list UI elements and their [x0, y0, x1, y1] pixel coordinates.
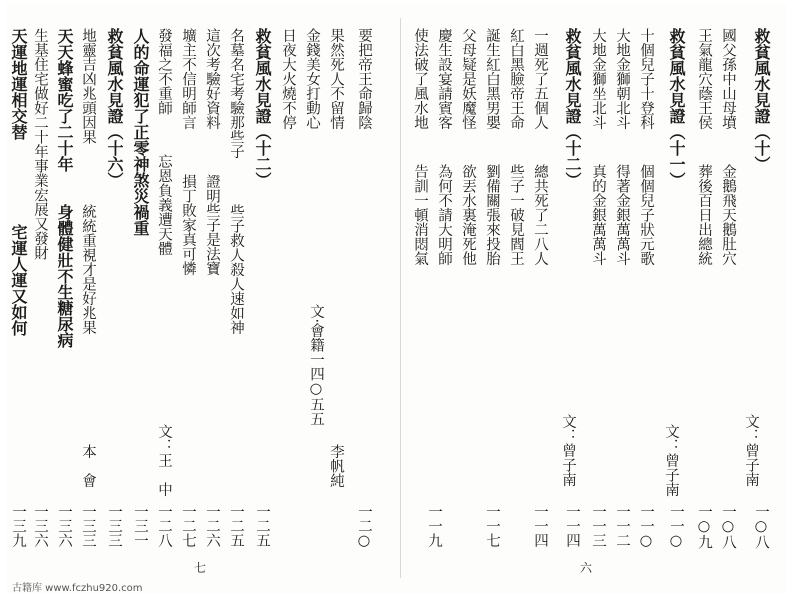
toc-entry-b: 宅運人運又如何: [9, 224, 28, 336]
toc-entry-b: 損丁敗家真可憐: [180, 174, 196, 276]
toc-page: 一○八: [753, 504, 769, 549]
toc-entry[interactable]: 大地金獅坐北斗: [590, 28, 606, 130]
toc-entry[interactable]: 名墓名宅考驗那些子: [228, 28, 244, 159]
toc-page: 一一九: [426, 504, 442, 548]
toc-page: 一一○: [638, 504, 654, 549]
toc-heading[interactable]: 天天蜂蜜吃了二十年: [55, 28, 74, 172]
page-number: 七: [194, 561, 207, 575]
toc-entry-b: 得著金銀萬萬斗: [614, 164, 630, 266]
toc-entry[interactable]: 國父孫中山母墳: [720, 28, 736, 130]
toc-page: 一一三: [590, 504, 606, 548]
toc-page: 一二五: [228, 504, 244, 548]
toc-page: 一一○: [668, 504, 684, 549]
toc-author-name: 李帆純: [328, 444, 344, 488]
toc-entry-b: 個個兒子狀元歌: [638, 164, 654, 266]
toc-page: 一二五: [254, 504, 270, 548]
toc-entry-b: 劉備關張來投胎: [484, 164, 500, 266]
toc-entry[interactable]: 使法破了風水地: [412, 28, 428, 130]
toc-entry-b: 統統重視才是好兆果: [80, 204, 96, 335]
toc-entry[interactable]: 十個兒子十登科: [638, 28, 654, 130]
toc-author: 文：曾子南: [560, 414, 576, 487]
toc-page: 一○九: [696, 504, 712, 549]
toc-entry[interactable]: 地靈吉凶兆頭因果: [80, 28, 96, 144]
toc-entry[interactable]: 壙主不信明師言: [180, 28, 196, 130]
toc-entry-b: 為何不請大明師: [436, 164, 452, 266]
toc-page: 一三六: [56, 504, 72, 548]
toc-heading[interactable]: 救貧風水見證（十二）: [253, 28, 272, 188]
toc-page: 一二六: [204, 504, 220, 548]
toc-author: 文：曾子南: [663, 424, 679, 497]
toc-title: 救貧風水見證（十）: [752, 28, 771, 172]
toc-entry[interactable]: 王氣龍穴蔭王侯: [696, 28, 712, 130]
toc-page: 一二七: [180, 504, 196, 548]
toc-author: 文：王 中: [156, 424, 172, 497]
toc-entry-b: 真的金銀萬萬斗: [590, 164, 606, 266]
toc-entry[interactable]: 這次考驗好資料: [204, 28, 220, 130]
toc-heading[interactable]: 人的命運犯了正零神煞災禍重: [131, 28, 150, 236]
toc-page: 一三三: [80, 504, 96, 548]
toc-entry-b: 欲丟水裏淹死他: [460, 164, 476, 266]
toc-entry[interactable]: 紅白黑臉帝王命: [508, 28, 524, 130]
book-spine: [400, 18, 401, 578]
toc-entry-b: 葬後百日出總統: [696, 164, 712, 266]
toc-entry-b: 忘恩負義遭天體: [156, 154, 172, 256]
toc-page: 一一四: [564, 504, 580, 548]
toc-page: 一一四: [532, 504, 548, 548]
toc-page: 一三九: [10, 504, 26, 548]
toc-author: 文：曾子南: [743, 414, 759, 487]
toc-page: 一二○: [356, 504, 372, 549]
toc-author: 文‧會籍一四○五五: [308, 304, 324, 427]
toc-page: 一○八: [720, 504, 736, 549]
toc-entry-b: 證明些子是法寶: [204, 174, 220, 276]
toc-heading[interactable]: 救貧風水見證（十二）: [563, 28, 582, 188]
toc-page: 一一二: [614, 504, 630, 548]
toc-heading[interactable]: 救貧風水見證（十六）: [105, 28, 124, 188]
toc-entry[interactable]: 金錢美女打動心: [304, 28, 320, 130]
toc-entry-b: 身體健壯不生糖尿病: [55, 204, 74, 348]
toc-entry-b: 金鵝飛天鵝肚穴: [720, 164, 736, 266]
page-number: 六: [580, 561, 593, 575]
toc-entry[interactable]: 日夜大火燒不停: [280, 28, 296, 130]
toc-author: 本 會: [80, 444, 96, 488]
toc-page: 一三六: [32, 504, 48, 548]
toc-entry[interactable]: 發福之不重師: [156, 28, 172, 115]
book-spread: [6, 4, 787, 594]
toc-entry-b: 些子一破見閻王: [508, 164, 524, 266]
site-watermark: 古籍库 www.fczhu920.com: [12, 583, 143, 594]
toc-entry[interactable]: 慶生設宴請賓客: [436, 28, 452, 130]
toc-heading[interactable]: 天運地運相交替: [9, 28, 28, 140]
toc-entry[interactable]: 要把帝王命歸陰: [356, 28, 372, 130]
toc-entry[interactable]: 一週死了五個人: [532, 28, 548, 130]
toc-page: 一三一: [132, 504, 148, 548]
toc-page: 一一七: [484, 504, 500, 548]
toc-page: 一二八: [156, 504, 172, 548]
toc-heading[interactable]: 救貧風水見證（十一）: [667, 28, 686, 188]
toc-entry-b: 告訓一頓消悶氣: [412, 164, 428, 266]
toc-entry[interactable]: 果然死人不留情: [328, 28, 344, 130]
toc-page: 一三三: [106, 504, 122, 548]
toc-entry[interactable]: 誕生紅白黑男嬰: [484, 28, 500, 130]
toc-entry[interactable]: 生基住宅做好二十年事業宏展又發財: [32, 28, 48, 260]
toc-entry-b: 總共死了二八人: [532, 164, 548, 266]
toc-entry[interactable]: 父母疑是妖魔怪: [460, 28, 476, 130]
toc-entry[interactable]: 大地金獅朝北斗: [614, 28, 630, 130]
toc-entry-b: 些子救人殺人速如神: [228, 204, 244, 335]
